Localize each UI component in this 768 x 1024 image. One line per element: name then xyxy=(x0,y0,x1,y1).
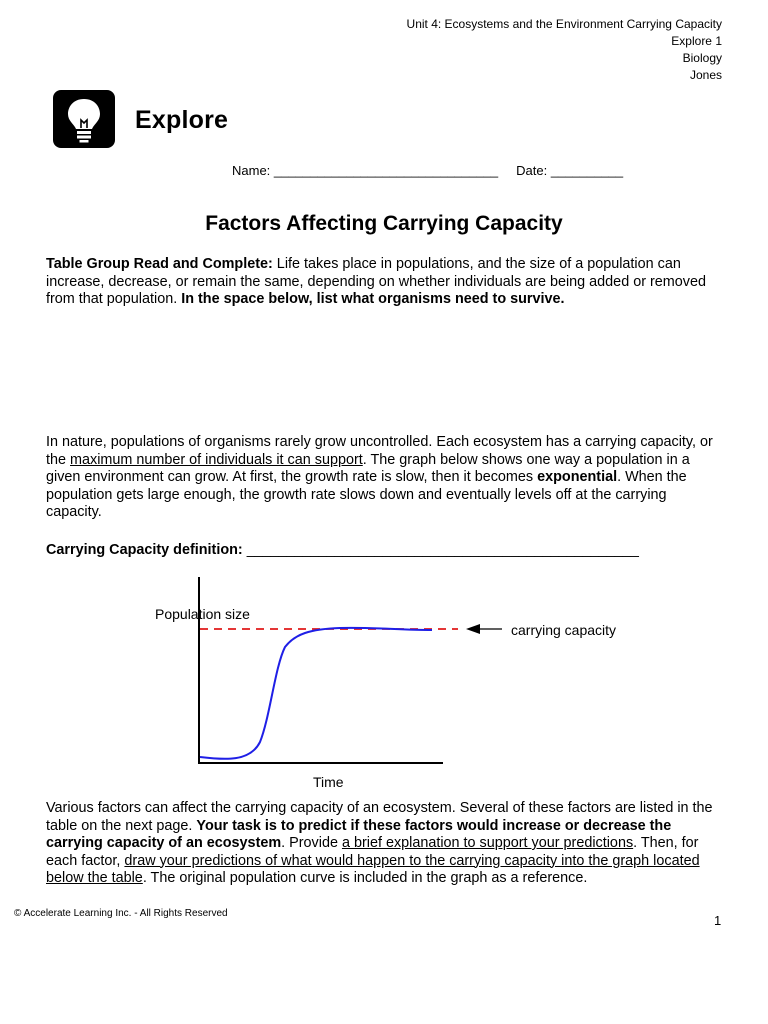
lightbulb-icon xyxy=(53,90,115,148)
task-text-1: Various factors can affect the carrying capacity of an ecosystem. Several of these factors are listed in the table on the next page. xyxy=(46,800,713,834)
header-subject: Biology xyxy=(682,51,722,65)
intro-instruction: In the space below, list what organisms need to survive. xyxy=(181,291,565,307)
task-text-4: . The original population curve is included in the graph as a reference. xyxy=(142,870,588,886)
task-bold: Your task is to predict if these factors would increase or decrease the carrying capacity of an ecosystem xyxy=(46,817,672,851)
arrow-head-icon xyxy=(466,624,480,634)
task-underline-1: a brief explanation to support your predictions xyxy=(341,835,634,851)
name-label: Name: xyxy=(232,163,271,178)
nature-bold: exponential xyxy=(537,469,618,485)
definition-field[interactable]: _________________________________________________ xyxy=(242,542,639,558)
task-underline-2: draw your predictions of what would happen to the carrying capacity into the graph located below the table xyxy=(46,852,700,886)
name-date-line xyxy=(232,163,623,178)
nature-text-2: . The graph below shows one way a population in a given environment can grow. At first, the growth rate is slow, then it becomes xyxy=(46,451,690,485)
header-teacher: Jones xyxy=(689,68,722,82)
explore-label: Explore xyxy=(135,106,229,134)
header-unit: Unit 4: Ecosystems and the Environment Carrying Capacity xyxy=(406,17,722,31)
nature-text-3: . When the population gets large enough, the growth rate slows down and eventually levels off at the carrying capacity. xyxy=(46,469,687,520)
nature-underline: maximum number of individuals it can support xyxy=(70,451,363,468)
page-number: 1 xyxy=(714,913,722,928)
date-label: Date: xyxy=(516,163,548,178)
definition-label: Carrying Capacity definition: xyxy=(46,542,243,558)
name-field[interactable]: _______________________________ xyxy=(273,163,499,178)
y-axis-label: Population size xyxy=(155,606,250,622)
document-header xyxy=(407,16,722,84)
page-title: Factors Affecting Carrying Capacity xyxy=(205,212,563,235)
task-text-3: . Then, for each factor, xyxy=(46,835,699,869)
nature-text-1: In nature, populations of organisms rarely grow uncontrolled. Each ecosystem has a carrying capacity, or the xyxy=(46,434,713,468)
date-field[interactable]: __________ xyxy=(550,163,624,178)
capacity-annotation: carrying capacity xyxy=(511,622,617,638)
task-paragraph xyxy=(46,800,726,888)
copyright-footer: © Accelerate Learning Inc. - All Rights Reserved xyxy=(14,908,228,919)
x-axis-label: Time xyxy=(313,774,344,790)
task-text-2: . Provide xyxy=(281,835,342,851)
intro-paragraph xyxy=(46,256,726,309)
population-curve xyxy=(200,628,432,759)
nature-paragraph xyxy=(46,434,726,522)
definition-line xyxy=(46,542,639,558)
intro-lead: Table Group Read and Complete: xyxy=(46,256,273,272)
intro-text: Life takes place in populations, and the size of a population can increase, decrease, or remain the same, depending on whether individuals are being added or removed from that population. xyxy=(46,256,706,307)
carrying-capacity-graph xyxy=(140,572,660,797)
header-explore: Explore 1 xyxy=(671,34,722,48)
